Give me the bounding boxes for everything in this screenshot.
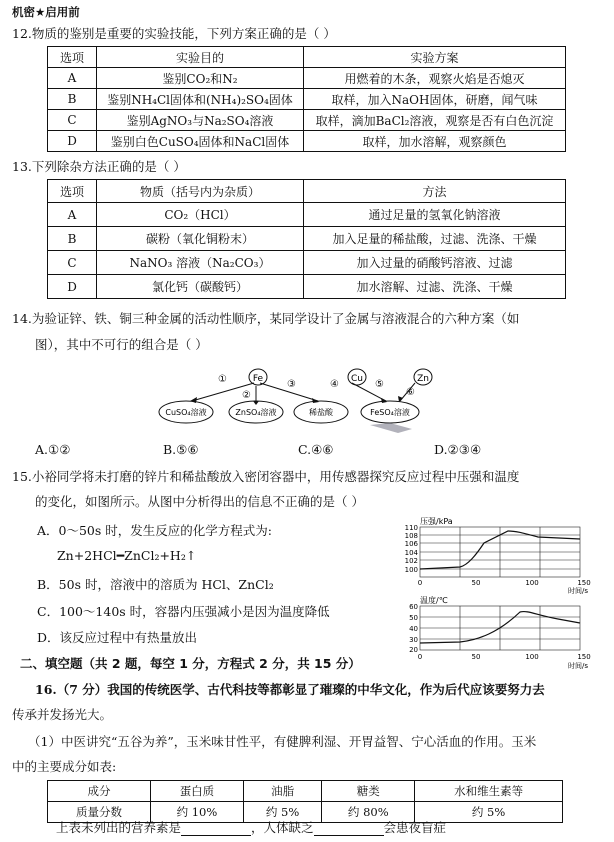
- table-header-cell: 糖类: [322, 781, 415, 802]
- table-cell: D: [48, 275, 97, 299]
- q16-stem-line2: 传承并发扬光大。: [12, 707, 113, 722]
- table-cell: A: [48, 68, 97, 89]
- table-cell: 约 80%: [322, 802, 415, 823]
- table-row: [48, 275, 566, 299]
- answer-blank[interactable]: [181, 823, 251, 836]
- table-header-row: [48, 47, 566, 68]
- q16-fill-line: [56, 820, 446, 836]
- y-tick-label: 106: [404, 540, 418, 548]
- table-header-cell: 选项: [48, 47, 97, 68]
- table-header-cell: 方法: [304, 180, 566, 203]
- answer-blank[interactable]: [314, 823, 384, 836]
- table-header-cell: 物质（括号内为杂质）: [97, 180, 304, 203]
- x-tick-label: 150: [577, 579, 591, 587]
- sensor-charts: [398, 515, 598, 671]
- q14-stem-line2: 图），其中不可行的组合是（ ）: [35, 337, 208, 352]
- route-number: ④: [330, 379, 339, 390]
- table-row: [48, 131, 566, 152]
- table-cell: C: [48, 110, 97, 131]
- q13-stem: 13.下列除杂方法正确的是（ ）: [12, 159, 186, 174]
- route-number: ①: [218, 374, 227, 385]
- table-cell: 鉴别NH₄Cl固体和(NH₄)₂SO₄固体: [97, 89, 304, 110]
- table-cell: D: [48, 131, 97, 152]
- table-cell: 约 5%: [415, 802, 563, 823]
- table-cell: 碳粉（氧化铜粉末）: [97, 227, 304, 251]
- q14-stem-line1: 14.为验证锌、铁、铜三种金属的活动性顺序，某同学设计了金属与溶液混合的六种方案（如: [12, 311, 520, 326]
- table-cell: 用燃着的木条，观察火焰是否熄灭: [304, 68, 566, 89]
- table-header-cell: 实验方案: [304, 47, 566, 68]
- y-tick-label: 110: [404, 524, 418, 532]
- table-cell: 加入过量的硝酸钙溶液、过滤: [304, 251, 566, 275]
- y-tick-label: 104: [404, 549, 418, 557]
- y-tick-label: 108: [404, 532, 418, 540]
- x-tick-label: 0: [417, 579, 423, 587]
- table-cell: A: [48, 203, 97, 227]
- x-tick-label: 50: [471, 579, 481, 587]
- q14-option-c: C.④⑥: [298, 442, 334, 457]
- q14-option-b: B.⑤⑥: [163, 442, 199, 457]
- metal-solution-diagram: [150, 365, 440, 437]
- q14-option-d: D.②③④: [434, 442, 482, 457]
- table-cell: 通过足量的氢氧化钠溶液: [304, 203, 566, 227]
- table-header-cell: 油脂: [243, 781, 322, 802]
- solution-znso4-label: ZnSO₄溶液: [235, 408, 277, 417]
- y-tick-label: 102: [404, 557, 418, 565]
- metal-fe-label: Fe: [252, 374, 264, 384]
- metal-zn-label: Zn: [417, 374, 429, 384]
- table-row: [48, 89, 566, 110]
- table-cell: 约 10%: [151, 802, 244, 823]
- q12-table: [47, 46, 566, 152]
- metal-cu-label: Cu: [351, 374, 363, 384]
- table-header-cell: 水和维生素等: [415, 781, 563, 802]
- corn-nutrient-table: [47, 780, 563, 823]
- table-cell: C: [48, 251, 97, 275]
- x-tick-label: 100: [525, 579, 539, 587]
- x-axis-label: 时间/s: [568, 587, 589, 595]
- q14-option-a: A.①②: [35, 442, 71, 457]
- solution-cuso4-label: CuSO₄溶液: [165, 408, 207, 417]
- table-cell: 氯化钙（碳酸钙）: [97, 275, 304, 299]
- x-tick-label: 150: [577, 653, 591, 661]
- solution-feso4-label: FeSO₄溶液: [370, 408, 410, 417]
- table-cell: 质量分数: [48, 802, 151, 823]
- table-row: [48, 251, 566, 275]
- pressure-axis-label: 压强/kPa: [420, 517, 453, 526]
- table-row: [48, 227, 566, 251]
- route-number: ⑤: [375, 379, 384, 390]
- q15-stem-line1: 15.小裕同学将未打磨的锌片和稀盐酸放入密闭容器中，用传感器探究反应过程中压强和温度: [12, 469, 520, 484]
- y-tick-label: 60: [409, 603, 418, 611]
- q16-part1-line2: 中的主要成分如表:: [12, 759, 117, 774]
- table-row: [48, 110, 566, 131]
- table-cell: 约 5%: [243, 802, 322, 823]
- table-header-cell: 选项: [48, 180, 97, 203]
- section-title: 二、填空题（共 2 题，每空 1 分，方程式 2 分，共 15 分）: [20, 656, 361, 671]
- table-cell: NaNO₃ 溶液（Na₂CO₃）: [97, 251, 304, 275]
- table-header-row: [48, 781, 563, 802]
- x-tick-label: 50: [471, 653, 481, 661]
- q13-table: [47, 179, 566, 299]
- table-header-cell: 成分: [48, 781, 151, 802]
- table-cell: 鉴别CO₂和N₂: [97, 68, 304, 89]
- fill-text: ，人体缺乏: [251, 820, 314, 835]
- table-cell: 取样，滴加BaCl₂溶液，观察是否有白色沉淀: [304, 110, 566, 131]
- table-header-cell: 实验目的: [97, 47, 304, 68]
- table-cell: 鉴别AgNO₃与Na₂SO₄溶液: [97, 110, 304, 131]
- table-cell: 鉴别白色CuSO₄固体和NaCl固体: [97, 131, 304, 152]
- q15-option-d: D．该反应过程中有热量放出: [37, 630, 198, 645]
- table-cell: 加水溶解、过滤、洗涤、干燥: [304, 275, 566, 299]
- table-cell: 取样，加入NaOH固体，研磨，闻气味: [304, 89, 566, 110]
- q16-stem-line1: 16.（7 分）我国的传统医学、古代科技等都彰显了璀璨的中华文化，作为后代应该要努力去: [35, 682, 545, 697]
- q15-stem-line2: 的变化，如图所示。从图中分析得出的信息不正确的是（ ）: [35, 494, 364, 509]
- confidential-header: 机密★启用前: [12, 5, 80, 19]
- x-tick-label: 100: [525, 653, 539, 661]
- table-cell: 取样，加水溶解，观察颜色: [304, 131, 566, 152]
- x-tick-label: 0: [417, 653, 423, 661]
- q12-stem: 12.物质的鉴别是重要的实验技能，下列方案正确的是（ ）: [12, 26, 336, 41]
- route-number: ②: [242, 390, 251, 401]
- q16-part1-line1: （1）中医讲究“五谷为养”，玉米味甘性平，有健脾利湿、开胃益智、宁心活血的作用。玉米: [28, 734, 537, 749]
- fill-text: 会患夜盲症: [383, 820, 447, 835]
- q15-option-b: B．50s 时，溶液中的溶质为 HCl、ZnCl₂: [37, 577, 274, 592]
- table-header-cell: 蛋白质: [151, 781, 244, 802]
- table-cell: B: [48, 227, 97, 251]
- table-row: [48, 68, 566, 89]
- x-axis-label: 时间/s: [568, 662, 589, 670]
- fill-text: 上表未列出的营养素是: [56, 820, 182, 835]
- table-row: [48, 203, 566, 227]
- q15-option-a: A．0～50s 时，发生反应的化学方程式为:: [37, 523, 272, 538]
- y-tick-label: 20: [409, 646, 418, 654]
- route-number: ③: [287, 379, 296, 390]
- y-tick-label: 30: [409, 636, 418, 644]
- table-cell: CO₂（HCl）: [97, 203, 304, 227]
- solution-hcl-label: 稀盐酸: [309, 408, 333, 417]
- y-tick-label: 40: [409, 625, 418, 633]
- route-number: ⑥: [406, 387, 415, 398]
- q15-equation: Zn+2HCl━ZnCl₂+H₂↑: [57, 548, 197, 563]
- table-cell: 加入足量的稀盐酸，过滤、洗涤、干燥: [304, 227, 566, 251]
- y-tick-label: 50: [409, 614, 418, 622]
- q15-option-c: C．100～140s 时，容器内压强减小是因为温度降低: [37, 604, 330, 619]
- y-tick-label: 100: [404, 566, 418, 574]
- temperature-axis-label: 温度/℃: [420, 596, 448, 605]
- table-header-row: [48, 180, 566, 203]
- table-cell: B: [48, 89, 97, 110]
